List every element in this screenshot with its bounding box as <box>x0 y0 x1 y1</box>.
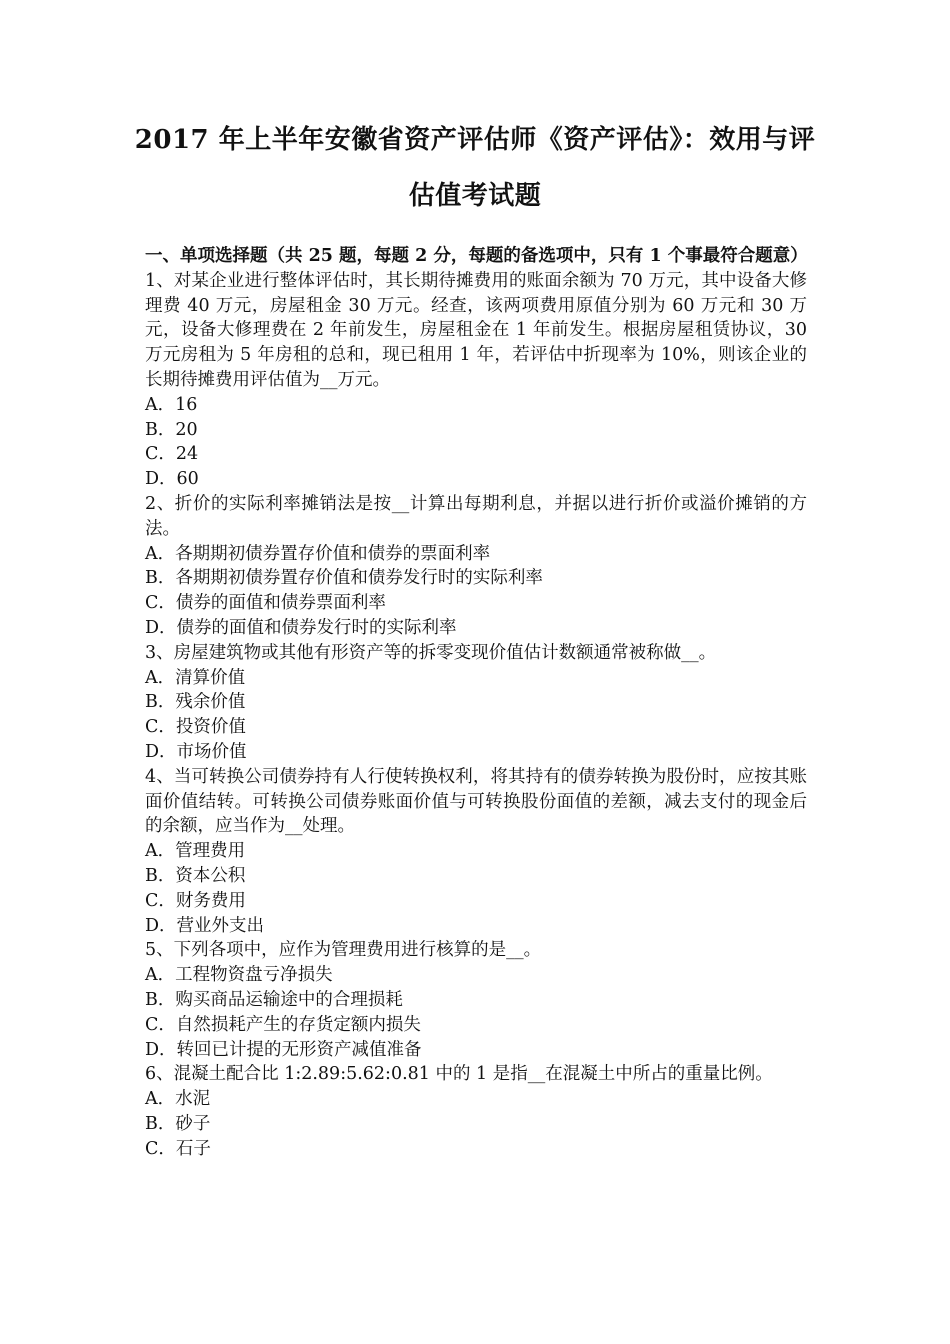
option-b: B．资本公积 <box>145 865 246 886</box>
option-a: A．管理费用 <box>145 841 246 862</box>
option-b: B．各期期初债券置存价值和债券发行时的实际利率 <box>145 568 543 589</box>
option-a: A．水泥 <box>145 1089 211 1110</box>
question-stem: 2、折价的实际利率摊销法是按__计算出每期利息，并据以进行折价或溢价摊销的方法。 <box>145 493 807 539</box>
option-b: B．购买商品运输途中的合理损耗 <box>145 989 403 1010</box>
option-b: B．残余价值 <box>145 692 246 713</box>
option-c: C．24 <box>145 444 199 465</box>
section-heading: 一、单项选择题（共 25 题，每题 2 分，每题的备选项中，只有 1 个事最符合题意） <box>145 246 808 266</box>
question-1 <box>145 269 807 492</box>
option-c: C．投资价值 <box>145 717 246 738</box>
option-b: B．砂子 <box>145 1113 211 1134</box>
question-3 <box>145 641 807 765</box>
title-line-2: 估值考试题 <box>408 181 542 211</box>
document-title <box>120 112 830 224</box>
document-body <box>145 244 807 1161</box>
option-d: D．60 <box>145 469 199 490</box>
option-d: D．转回已计提的无形资产减值准备 <box>145 1039 422 1060</box>
option-a: A．16 <box>145 394 198 415</box>
option-a: A．工程物资盘亏净损失 <box>145 965 333 986</box>
option-c: C．债券的面值和债券票面利率 <box>145 593 386 614</box>
option-b: B．20 <box>145 419 198 440</box>
option-c: C．自然损耗产生的存货定额内损失 <box>145 1014 421 1035</box>
option-d: D．债券的面值和债券发行时的实际利率 <box>145 617 457 638</box>
option-a: A．各期期初债券置存价值和债券的票面利率 <box>145 543 491 564</box>
question-stem: 6、混凝土配合比 1:2.89:5.62:0.81 中的 1 是指__在混凝土中所占的重量比例。 <box>145 1064 773 1085</box>
question-5 <box>145 938 807 1062</box>
question-stem: 4、当可转换公司债券持有人行使转换权利，将其持有的债券转换为股份时，应按其账面价值结转。可转换公司债券账面价值与可转换股份面值的差额，减去支付的现金后的余额，应当作为__处理。 <box>145 766 807 837</box>
option-c: C．财务费用 <box>145 890 246 911</box>
question-4 <box>145 765 807 939</box>
option-c: C．石子 <box>145 1138 211 1159</box>
question-stem: 3、房屋建筑物或其他有形资产等的拆零变现价值估计数额通常被称做__。 <box>145 642 717 663</box>
option-a: A．清算价值 <box>145 667 246 688</box>
question-stem: 5、下列各项中，应作为管理费用进行核算的是__。 <box>145 940 542 961</box>
option-d: D．营业外支出 <box>145 915 265 936</box>
question-6 <box>145 1062 807 1161</box>
option-d: D．市场价值 <box>145 741 247 762</box>
question-2 <box>145 492 807 641</box>
title-line-1: 2017 年上半年安徽省资产评估师《资产评估》：效用与评 <box>134 125 816 155</box>
question-stem: 1、对某企业进行整体评估时，其长期待摊费用的账面余额为 70 万元，其中设备大修理费 40 万元，房屋租金 30 万元。经查，该两项费用原值分别为 60 万元和 30 万元，设备大修理费在 2 年前发生，房屋租金在 1 年前发生。根据房屋租赁协议，30 万元房租为 5 年房租的总和，现已租用 1 年，若评估中折现率为 10%，则该企业的长期待摊费用评估值为__万元。 <box>145 270 807 390</box>
